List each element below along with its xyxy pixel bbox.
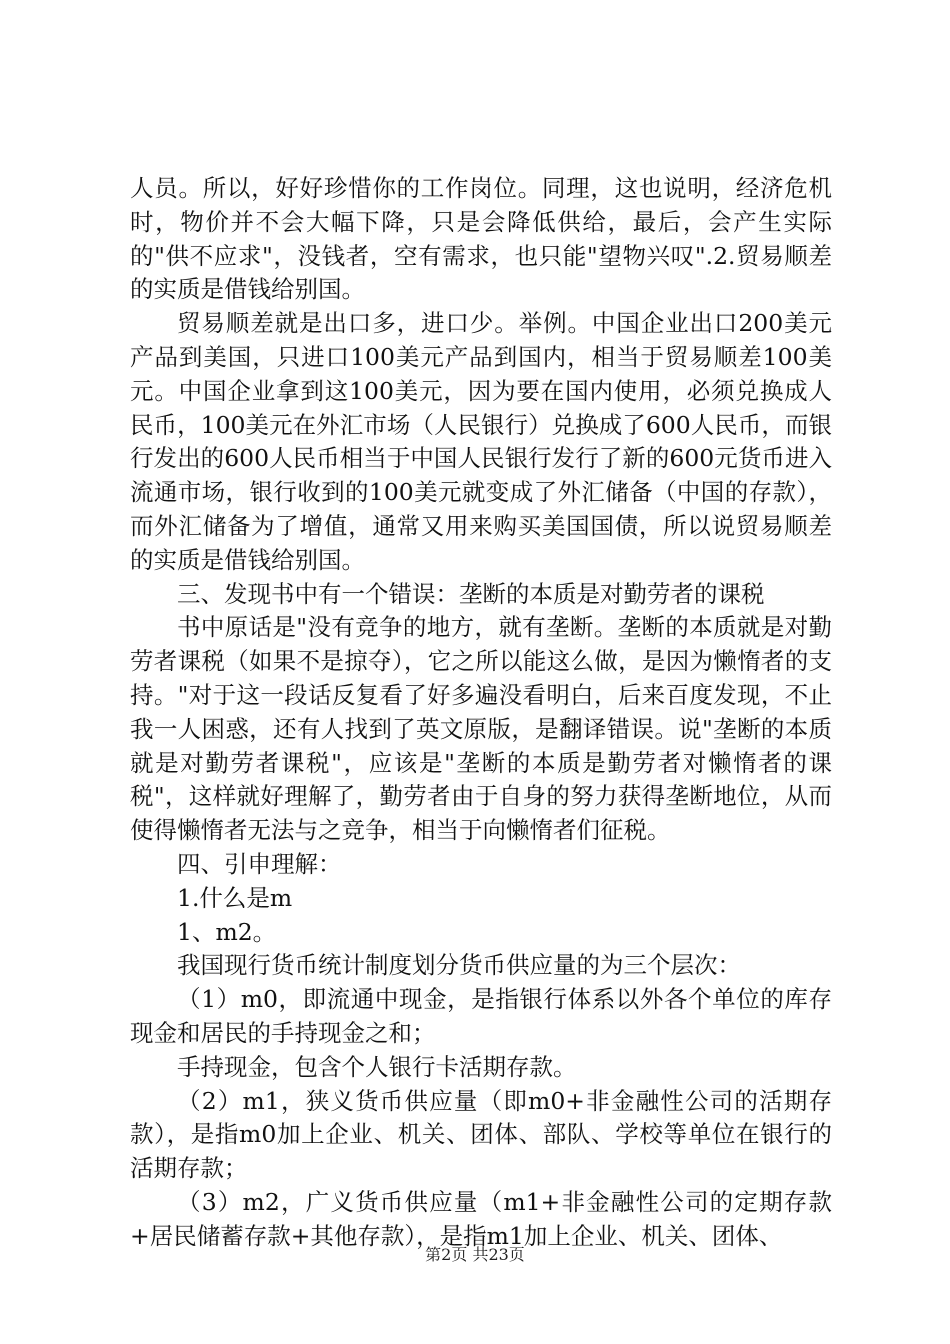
paragraph-m2: （3）m2，广义货币供应量（m1+非金融性公司的定期存款+居民储蓄存款+其他存款），是指m1加上企业、机关、团体、 [130,1187,832,1250]
document-body [130,172,832,1254]
paragraph-2: 贸易顺差就是出口多，进口少。举例。中国企业出口200美元产品到美国，只进口100美元产品到国内，相当于贸易顺差100美元。中国企业拿到这100美元，因为要在国内使用，必须兑换成人民币，100美元在外汇市场（人民银行）兑换成了600人民币，而银行发出的600人民币相当于中国人民银行发行了新的600元货币进入流通市场，银行收到的100美元就变成了外汇储备（中国的存款），而外汇储备为了增值，通常又用来购买美国国债，所以说贸易顺差的实质是借钱给别国。 [130,309,832,574]
list-item-1: 1.什么是m [177,883,293,912]
paragraph-cash: 手持现金，包含个人银行卡活期存款。 [177,1052,577,1081]
section-heading-4: 四、引申理解： [177,849,342,878]
paragraph-4: 书中原话是"没有竞争的地方，就有垄断。垄断的本质就是对勤劳者课税（如果不是掠夺），它之所以能这么做，是因为懒惰者的支持。"对于这一段话反复看了好多遍没看明白，后来百度发现，不止我一人困惑，还有人找到了英文原版，是翻译错误。说"垄断的本质就是对勤劳者课税"，应该是"垄断的本质是勤劳者对懒惰者的课税"，这样就好理解了，勤劳者由于自身的努力获得垄断地位，从而使得懒惰者无法与之竞争，相当于向懒惰者们征税。 [130,613,832,845]
paragraph-m0: （1）m0，即流通中现金，是指银行体系以外各个单位的库存现金和居民的手持现金之和； [130,985,832,1047]
paragraph-m1: （2）m1，狭义货币供应量（即m0+非金融性公司的活期存款），是指m0加上企业、机关、团体、部队、学校等单位在银行的活期存款； [130,1086,832,1183]
section-heading-3: 三、发现书中有一个错误：垄断的本质是对勤劳者的课税 [177,579,765,608]
paragraph-8: 我国现行货币统计制度划分货币供应量的为三个层次： [177,951,741,980]
list-item-2: 1、m2。 [177,917,277,946]
page-footer: 第2页 共23页 [425,1245,525,1264]
paragraph-1: 人员。所以，好好珍惜你的工作岗位。同理，这也说明，经济危机时，物价并不会大幅下降，只是会降低供给，最后，会产生实际的"供不应求"，没钱者，空有需求，也只能"望物兴叹".2.贸易顺差的实质是借钱给别国。 [130,174,832,304]
